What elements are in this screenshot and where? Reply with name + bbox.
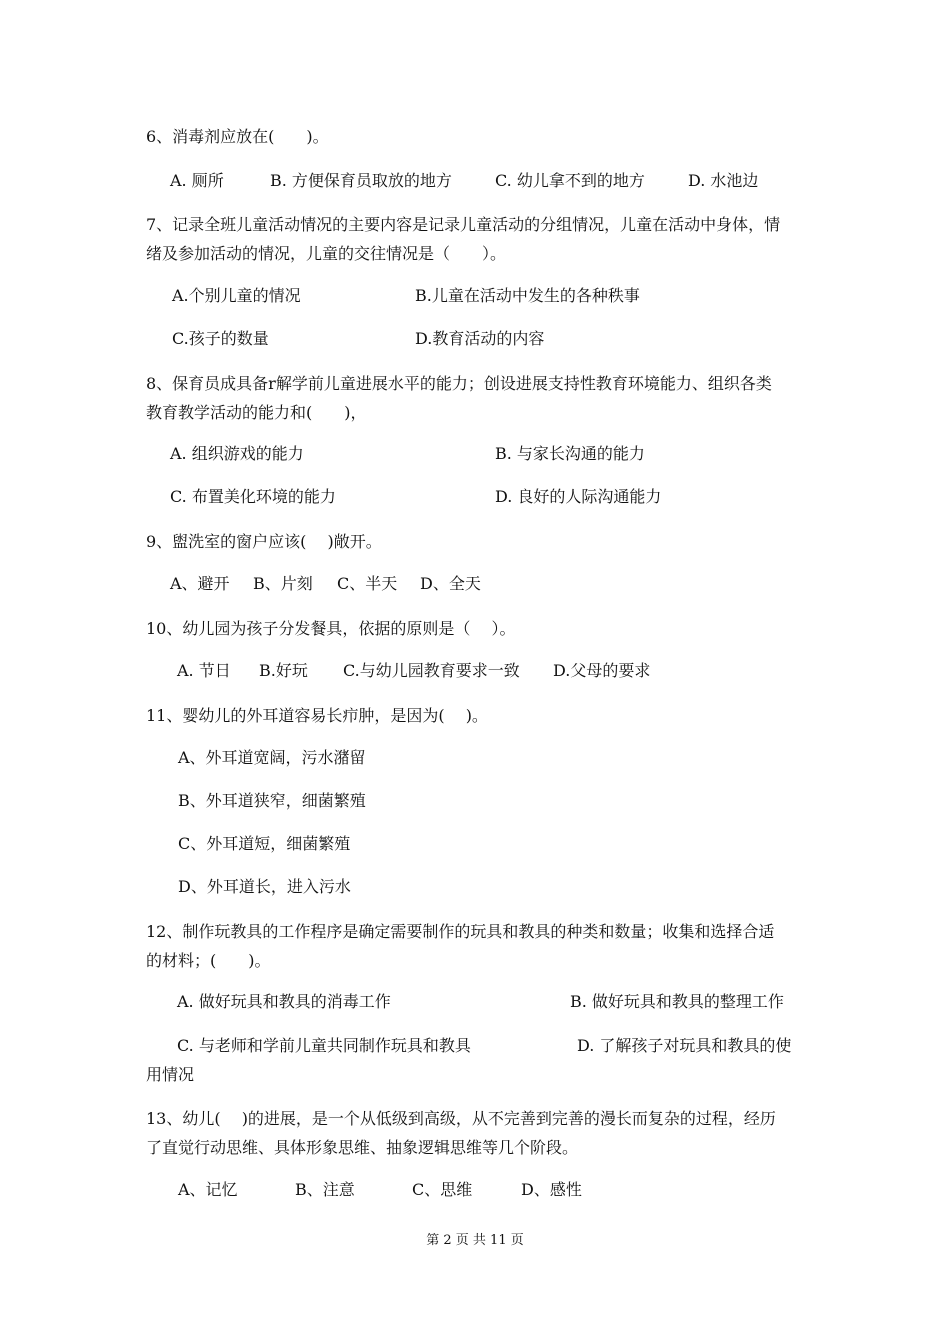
question-6-option-c: C. 幼儿拿不到的地方 [495,171,645,190]
question-13-stem-line2: 了直觉行动思维、具体形象思维、抽象逻辑思维等几个阶段。 [146,1138,579,1157]
question-6-option-d: D. 水池边 [688,171,759,190]
question-9-option-b: B、片刻 [253,574,313,593]
question-10-option-d: D.父母的要求 [553,661,651,680]
question-12-stem-line2: 的材料；( )。 [146,951,271,970]
question-12-option-c: C. 与老师和学前儿童共同制作玩具和教具 [177,1036,471,1055]
question-11-option-d: D、外耳道长，进入污水 [178,877,351,896]
question-13-stem-line1: 13、幼儿( )的进展，是一个从低级到高级，从不完善到完善的漫长而复杂的过程，经历 [146,1109,776,1128]
question-12-stem-line1: 12、制作玩教具的工作程序是确定需要制作的玩具和教具的种类和数量；收集和选择合适 [146,922,775,941]
question-7-option-d: D.教育活动的内容 [415,329,545,348]
question-10-option-c: C.与幼儿园教育要求一致 [343,661,520,680]
question-12-option-a: A. 做好玩具和教具的消毒工作 [177,992,391,1011]
question-8-stem-line1: 8、保育员成具备r解学前儿童进展水平的能力；创设进展支持性教育环境能力、组织各类 [146,374,772,393]
question-8-option-a: A. 组织游戏的能力 [170,444,304,463]
question-11-option-a: A、外耳道宽阔，污水潴留 [178,748,366,767]
question-7-stem-line1: 7、记录全班儿童活动情况的主要内容是记录儿童活动的分组情况，儿童在活动中身体，情 [146,215,781,234]
question-12-option-b: B. 做好玩具和教具的整理工作 [570,992,784,1011]
question-8-option-d: D. 良好的人际沟通能力 [495,487,662,506]
question-8-stem-line2: 教育教学活动的能力和( )， [146,403,367,422]
question-12-option-d: D. 了解孩子对玩具和教具的使 [577,1036,792,1055]
question-6-option-b: B. 方便保育员取放的地方 [270,171,452,190]
question-7-option-c: C.孩子的数量 [172,329,269,348]
page-number-footer: 第 2 页 共 11 页 [426,1233,524,1248]
question-6-option-a: A. 厕所 [170,171,224,190]
question-9-option-a: A、避开 [170,574,230,593]
question-10-option-a: A. 节日 [177,661,231,680]
question-9-stem: 9、盥洗室的窗户应该( )敞开。 [146,532,382,551]
question-8-option-b: B. 与家长沟通的能力 [495,444,645,463]
question-9-option-c: C、半天 [337,574,398,593]
question-13-option-b: B、注意 [295,1180,355,1199]
question-9-option-d: D、全天 [420,574,481,593]
question-7-option-b: B.儿童在活动中发生的各种秩事 [415,286,640,305]
question-11-option-c: C、外耳道短，细菌繁殖 [178,834,351,853]
question-10-stem: 10、幼儿园为孩子分发餐具，依据的原则是（ ）。 [146,619,516,638]
question-11-option-b: B、外耳道狭窄，细菌繁殖 [178,791,366,810]
question-12-option-d-continuation: 用情况 [146,1065,195,1084]
question-11-stem: 11、婴幼儿的外耳道容易长疖肿，是因为( )。 [146,706,488,725]
question-6-stem: 6、消毒剂应放在( )。 [146,127,329,146]
question-7-option-a: A.个别儿童的情况 [172,286,301,305]
question-13-option-c: C、思维 [412,1180,473,1199]
question-7-stem-line2: 绪及参加活动的情况，儿童的交往情况是（ ）。 [146,244,507,263]
question-10-option-b: B.好玩 [259,661,308,680]
question-8-option-c: C. 布置美化环境的能力 [170,487,336,506]
question-13-option-d: D、感性 [521,1180,582,1199]
question-13-option-a: A、记忆 [178,1180,238,1199]
